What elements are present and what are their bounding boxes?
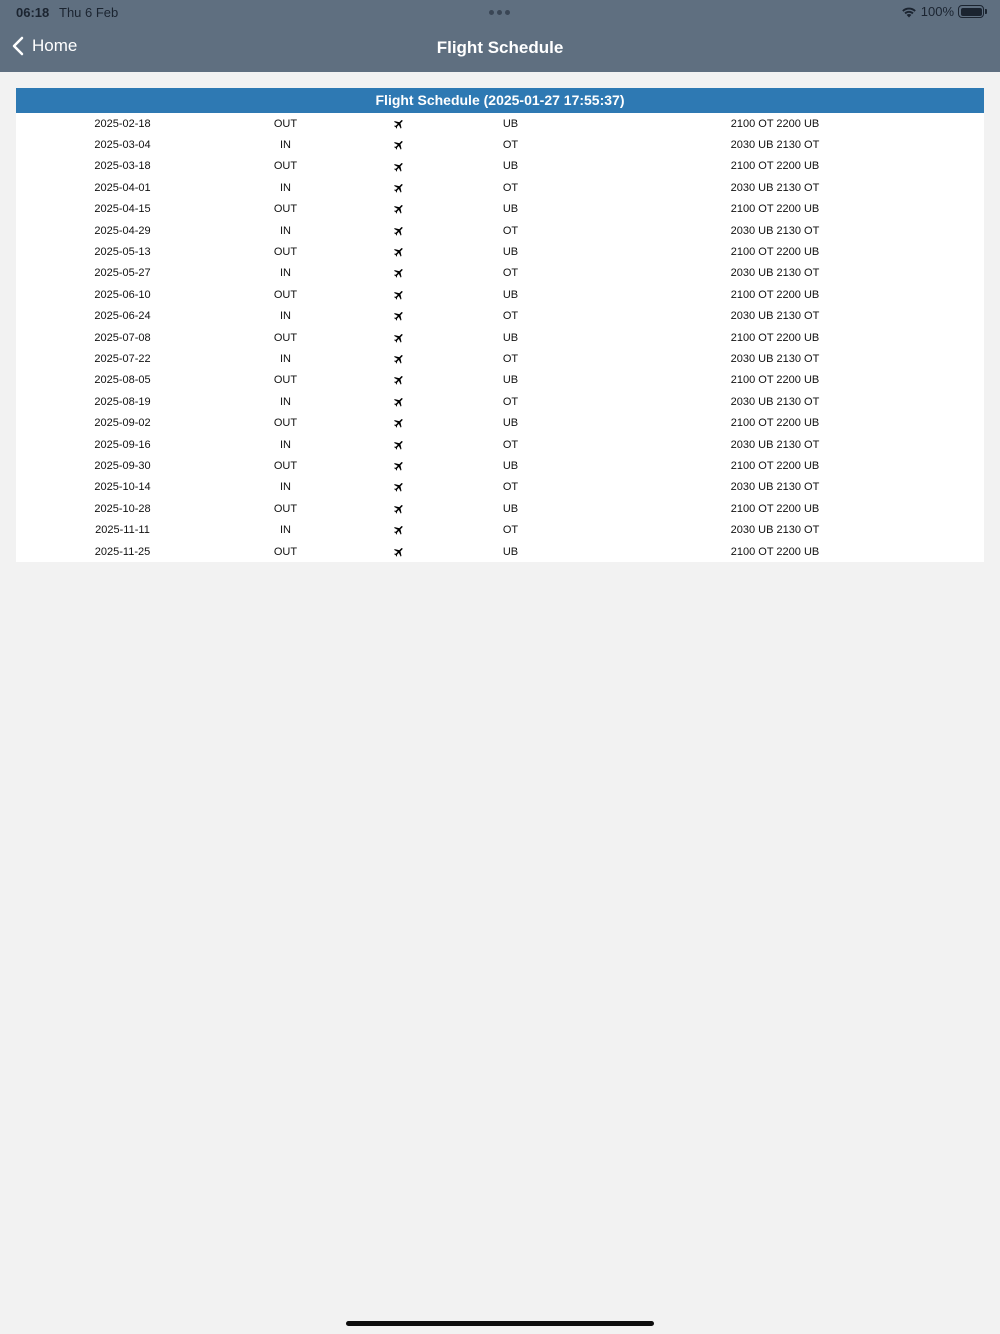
airplane-icon [342,455,455,476]
flight-route: OT [502,438,519,451]
flight-times: 2100 OT 2200 UB [730,117,820,130]
flight-route: OT [502,395,519,408]
status-date: Thu 6 Feb [59,5,119,20]
table-row [16,284,984,305]
airplane-icon [342,391,455,412]
flight-route: UB [502,502,519,515]
airplane-icon [393,546,405,558]
airplane-icon [393,118,405,130]
flight-times: 2100 OT 2200 UB [730,160,820,173]
flight-date: 2025-07-08 [94,331,151,344]
flight-route: UB [502,545,519,558]
flight-route: OT [502,181,519,194]
airplane-icon [393,524,405,536]
airplane-icon [393,396,405,408]
flight-date: 2025-04-01 [94,181,151,194]
airplane-icon [342,477,455,498]
airplane-icon [342,177,455,198]
table-row [16,263,984,284]
flight-date: 2025-04-15 [94,203,151,216]
table-row [16,348,984,369]
schedule-panel [16,88,984,562]
table-row [16,477,984,498]
flight-date: 2025-10-14 [94,481,151,494]
flight-date: 2025-08-19 [94,395,151,408]
table-row [16,220,984,241]
airplane-icon [393,267,405,279]
navigation-bar [0,24,1000,72]
flight-route: UB [502,203,519,216]
airplane-icon [342,327,455,348]
flight-direction: IN [280,181,291,194]
airplane-icon [393,481,405,493]
table-row [16,541,984,562]
table-row [16,199,984,220]
flight-date: 2025-03-18 [94,160,151,173]
flight-route: UB [502,374,519,387]
flight-times: 2030 UB 2130 OT [730,139,820,152]
table-row [16,370,984,391]
flight-direction: IN [280,524,291,537]
flight-route: UB [502,331,519,344]
flight-date: 2025-11-25 [94,545,151,558]
flight-date: 2025-02-18 [94,117,151,130]
flight-times: 2100 OT 2200 UB [730,203,820,216]
flight-direction: OUT [273,545,298,558]
flight-direction: IN [280,395,291,408]
flight-route: OT [502,139,519,152]
flight-times: 2100 OT 2200 UB [730,246,820,259]
airplane-icon [342,370,455,391]
flight-route: UB [502,459,519,472]
flight-times: 2030 UB 2130 OT [730,224,820,237]
flight-direction: OUT [273,288,298,301]
flight-direction: OUT [273,459,298,472]
airplane-icon [342,156,455,177]
airplane-icon [342,519,455,540]
flight-direction: OUT [273,417,298,430]
airplane-icon [342,113,455,134]
flight-times: 2100 OT 2200 UB [730,417,820,430]
flight-times: 2030 UB 2130 OT [730,438,820,451]
flight-route: OT [502,267,519,280]
flight-times: 2100 OT 2200 UB [730,545,820,558]
flight-date: 2025-08-05 [94,374,151,387]
airplane-icon [393,161,405,173]
airplane-icon [393,225,405,237]
flight-date: 2025-04-29 [94,224,151,237]
airplane-icon [342,199,455,220]
flight-times: 2100 OT 2200 UB [730,502,820,515]
flight-route: UB [502,246,519,259]
flight-direction: OUT [273,160,298,173]
flight-route: UB [502,288,519,301]
flight-direction: OUT [273,374,298,387]
flight-direction: IN [280,139,291,152]
airplane-icon [342,263,455,284]
status-bar [0,0,1000,24]
airplane-icon [393,460,405,472]
flight-direction: IN [280,352,291,365]
airplane-icon [393,246,405,258]
schedule-heading: Flight Schedule (2025-01-27 17:55:37) [16,88,984,113]
flight-date: 2025-05-13 [94,246,151,259]
flight-direction: OUT [273,203,298,216]
flight-date: 2025-06-24 [94,310,151,323]
airplane-icon [393,374,405,386]
airplane-icon [393,353,405,365]
airplane-icon [393,203,405,215]
airplane-icon [393,417,405,429]
airplane-icon [393,332,405,344]
flight-direction: OUT [273,502,298,515]
airplane-icon [393,310,405,322]
flight-times: 2030 UB 2130 OT [730,267,820,280]
flight-date: 2025-07-22 [94,352,151,365]
status-time: 06:18 [16,5,50,20]
flight-times: 2100 OT 2200 UB [730,331,820,344]
flight-direction: IN [280,481,291,494]
flight-date: 2025-05-27 [94,267,151,280]
flight-route: OT [502,352,519,365]
flight-date: 2025-09-02 [94,417,151,430]
flight-times: 2100 OT 2200 UB [730,459,820,472]
flight-times: 2030 UB 2130 OT [730,481,820,494]
airplane-icon [393,182,405,194]
flight-route: OT [502,481,519,494]
flight-times: 2030 UB 2130 OT [730,524,820,537]
airplane-icon [342,541,455,562]
flight-route: UB [502,160,519,173]
flight-direction: OUT [273,331,298,344]
flight-route: OT [502,524,519,537]
flight-direction: IN [280,310,291,323]
flight-route: UB [502,117,519,130]
battery-icon [958,5,984,18]
airplane-icon [342,284,455,305]
table-row [16,455,984,476]
top-bar [0,0,1000,72]
table-row [16,434,984,455]
airplane-icon [342,134,455,155]
flight-date: 2025-06-10 [94,288,151,301]
table-row [16,391,984,412]
table-row [16,177,984,198]
flight-date: 2025-10-28 [94,502,151,515]
airplane-icon [342,412,455,433]
schedule-table [16,113,984,562]
flight-times: 2100 OT 2200 UB [730,374,820,387]
battery-percent: 100% [920,4,954,19]
flight-date: 2025-09-30 [94,459,151,472]
table-row [16,498,984,519]
airplane-icon [342,434,455,455]
flight-direction: OUT [273,117,298,130]
multitasking-dots-icon[interactable] [489,10,510,15]
back-label: Home [32,36,78,55]
table-row [16,306,984,327]
table-row [16,412,984,433]
flight-direction: IN [280,438,291,451]
flight-times: 2030 UB 2130 OT [730,352,820,365]
flight-route: OT [502,224,519,237]
airplane-icon [393,139,405,151]
flight-times: 2030 UB 2130 OT [730,395,820,408]
airplane-icon [342,498,455,519]
flight-direction: IN [280,224,291,237]
flight-direction: OUT [273,246,298,259]
flight-date: 2025-11-11 [95,524,150,537]
home-indicator[interactable] [346,1321,654,1326]
flight-route: OT [502,310,519,323]
flight-times: 2030 UB 2130 OT [730,310,820,323]
table-row [16,327,984,348]
status-indicators [901,4,984,19]
flight-date: 2025-03-04 [94,139,151,152]
table-row [16,113,984,134]
table-row [16,241,984,262]
flight-date: 2025-09-16 [94,438,151,451]
flight-direction: IN [280,267,291,280]
table-row [16,134,984,155]
airplane-icon [342,348,455,369]
flight-times: 2030 UB 2130 OT [730,181,820,194]
table-row [16,156,984,177]
airplane-icon [393,289,405,301]
page-title: Flight Schedule [436,38,564,57]
airplane-icon [342,241,455,262]
flight-route: UB [502,417,519,430]
flight-times: 2100 OT 2200 UB [730,288,820,301]
airplane-icon [342,220,455,241]
wifi-icon [901,6,917,18]
table-row [16,519,984,540]
airplane-icon [342,306,455,327]
airplane-icon [393,503,405,515]
airplane-icon [393,439,405,451]
